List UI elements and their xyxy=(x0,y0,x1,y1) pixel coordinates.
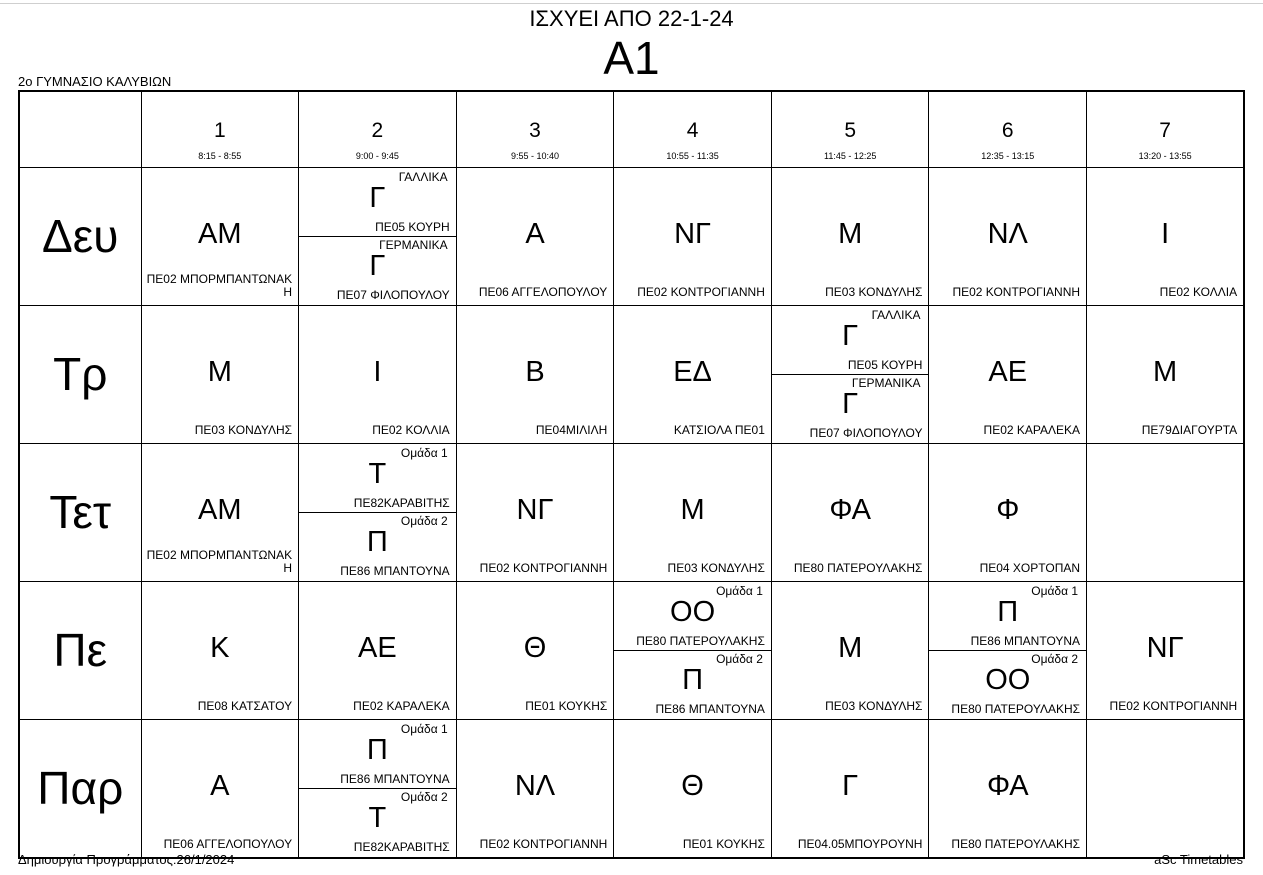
lesson-group-top xyxy=(929,582,1086,651)
lesson-cell xyxy=(1087,443,1245,581)
lesson-cell xyxy=(929,719,1087,858)
teacher-name: ΠΕ82ΚΑΡΑΒΙΤΗΣ xyxy=(353,839,450,854)
period-number: 5 xyxy=(844,119,857,142)
group-label: Ομάδα 1 xyxy=(400,445,448,460)
teacher-name: ΠΕ02 ΚΟΝΤΡΟΓΙΑΝΝΗ xyxy=(952,284,1081,299)
lesson-cell xyxy=(299,719,457,858)
teacher-name: ΠΕ02 ΚΟΛΛΙΑ xyxy=(372,422,450,437)
lesson-cell xyxy=(456,167,614,305)
lesson-cell xyxy=(929,167,1087,305)
subject-code: Π xyxy=(682,663,704,696)
teacher-name: ΠΕ01 ΚΟΥΚΗΣ xyxy=(682,836,765,851)
teacher-name: ΠΕ03 ΚΟΝΔΥΛΗΣ xyxy=(667,560,765,575)
lesson-cell xyxy=(1087,719,1245,858)
teacher-name: ΠΕ86 ΜΠΑΝΤΟΥΝΑ xyxy=(655,701,765,716)
lesson-cell-inner xyxy=(929,168,1086,305)
subject-code: ΑΜ xyxy=(198,217,242,250)
lesson-cell xyxy=(771,167,929,305)
app-brand: aSc Timetables xyxy=(1154,852,1243,867)
subject-code: ΑΕ xyxy=(358,631,397,664)
subject-code: ΑΕ xyxy=(988,355,1028,388)
lesson-group-bottom xyxy=(614,650,771,718)
teacher-name: ΠΕ03 ΚΟΝΔΥΛΗΣ xyxy=(825,698,923,713)
lesson-group-top xyxy=(614,582,771,651)
lesson-group-bottom xyxy=(772,374,929,442)
period-time: 11:45 - 12:25 xyxy=(823,151,877,161)
period-time: 12:35 - 13:15 xyxy=(981,151,1035,161)
lesson-cell xyxy=(614,719,772,858)
subject-code: Β xyxy=(525,355,545,388)
lesson-cell-inner xyxy=(614,306,771,443)
subject-code: Τ xyxy=(368,801,387,834)
lesson-cell-inner xyxy=(1087,168,1243,305)
lesson-group-bottom xyxy=(299,236,456,304)
subject-code: ΕΔ xyxy=(673,355,712,388)
lesson-cell xyxy=(614,443,772,581)
lesson-group-top xyxy=(772,306,929,375)
lesson-cell xyxy=(456,305,614,443)
lesson-cell-inner xyxy=(142,168,299,305)
lesson-cell xyxy=(771,305,929,443)
lesson-cell-inner xyxy=(457,168,614,305)
subject-code: ΟΟ xyxy=(670,595,716,628)
lesson-cell xyxy=(929,581,1087,719)
lesson-cell-inner xyxy=(457,444,614,581)
subject-code: Π xyxy=(366,525,388,558)
subject-code: Θ xyxy=(681,769,704,802)
subject-code: Γ xyxy=(842,769,859,802)
subject-code: Μ xyxy=(1153,355,1178,388)
teacher-name: ΠΕ05 ΚΟΥΡΗ xyxy=(847,357,923,372)
day-label: Πε xyxy=(19,581,141,719)
lesson-group-bottom xyxy=(299,788,456,856)
lesson-cell-inner xyxy=(929,444,1086,581)
timetable-grid xyxy=(18,90,1245,859)
lesson-cell-inner xyxy=(142,720,299,857)
period-time: 9:55 - 10:40 xyxy=(510,151,559,161)
group-label: Ομάδα 2 xyxy=(400,789,448,804)
day-row xyxy=(19,581,1244,719)
lesson-cell-inner xyxy=(142,582,299,719)
lesson-cell xyxy=(929,443,1087,581)
period-header xyxy=(929,91,1087,167)
lesson-cell-inner xyxy=(772,306,929,443)
subject-code: Α xyxy=(525,217,545,250)
day-row xyxy=(19,443,1244,581)
teacher-name: ΠΕ80 ΠΑΤΕΡΟΥΛΑΚΗΣ xyxy=(793,560,923,575)
lesson-cell-inner xyxy=(614,582,771,719)
teacher-name: ΠΕ05 ΚΟΥΡΗ xyxy=(375,219,450,234)
lesson-cell-inner xyxy=(457,582,614,719)
teacher-name: ΠΕ79ΔΙΑΓΟΥΡΤΑ xyxy=(1141,422,1238,437)
validity-heading: ΙΣΧΥΕΙ ΑΠΟ 22-1-24 xyxy=(529,6,734,31)
period-number: 1 xyxy=(213,119,226,142)
group-label: Ομάδα 1 xyxy=(400,721,448,736)
subject-code: Π xyxy=(997,595,1019,628)
subject-code: Μ xyxy=(680,493,705,526)
lesson-cell-inner xyxy=(299,306,456,443)
lesson-cell xyxy=(299,581,457,719)
subject-code: ΦΑ xyxy=(986,769,1029,802)
teacher-name: ΠΕ80 ΠΑΤΕΡΟΥΛΑΚΗΣ xyxy=(951,836,1081,851)
subject-code: Κ xyxy=(210,631,230,664)
lesson-group-top xyxy=(299,168,456,237)
lesson-cell-inner xyxy=(1087,582,1243,719)
teacher-name: ΠΕ04ΜΙΛΙΛΗ xyxy=(535,422,608,437)
lesson-cell-inner xyxy=(1087,444,1243,581)
teacher-name: ΠΕ07 ΦΙΛΟΠΟΥΛΟΥ xyxy=(336,287,450,302)
lesson-cell xyxy=(299,443,457,581)
lesson-cell-inner xyxy=(142,444,299,581)
lesson-group-bottom xyxy=(299,512,456,580)
teacher-name: ΠΕ02 ΚΟΝΤΡΟΓΙΑΝΝΗ xyxy=(479,836,608,851)
lesson-cell-inner xyxy=(772,720,929,857)
lesson-group-top xyxy=(299,720,456,789)
day-label: Τρ xyxy=(19,305,141,443)
school-name: 2ο ΓΥΜΝΑΣΙΟ ΚΑΛΥΒΙΩΝ xyxy=(18,74,172,89)
day-label: Δευ xyxy=(19,167,141,305)
class-title: Α1 xyxy=(603,32,660,84)
lesson-cell-inner xyxy=(929,306,1086,443)
lesson-cell xyxy=(141,167,299,305)
group-label: Ομάδα 2 xyxy=(400,513,448,528)
lesson-cell xyxy=(771,719,929,858)
subject-code: ΦΑ xyxy=(829,493,871,526)
day-row xyxy=(19,167,1244,305)
day-row xyxy=(19,305,1244,443)
subject-code: Μ xyxy=(207,355,232,388)
period-number: 4 xyxy=(686,119,699,142)
period-time: 8:15 - 8:55 xyxy=(198,151,242,161)
lesson-cell xyxy=(141,581,299,719)
teacher-name: ΠΕ01 ΚΟΥΚΗΣ xyxy=(525,698,608,713)
lesson-cell-inner xyxy=(1087,720,1243,857)
period-time: 9:00 - 9:45 xyxy=(355,151,399,161)
teacher-name: ΠΕ02 ΜΠΟΡΜΠΑΝΤΩΝΑΚ Η xyxy=(146,547,293,575)
lesson-group-bottom xyxy=(929,650,1086,718)
group-label: Ομάδα 1 xyxy=(716,583,763,598)
teacher-name: ΠΕ06 ΑΓΓΕΛΟΠΟΥΛΟΥ xyxy=(163,836,293,851)
lesson-group-top xyxy=(299,444,456,513)
period-header-row xyxy=(19,91,1244,167)
group-label: Ομάδα 2 xyxy=(1031,651,1079,666)
subject-code: Γ xyxy=(369,181,386,214)
lesson-cell-inner xyxy=(1087,306,1243,443)
teacher-name: ΠΕ03 ΚΟΝΔΥΛΗΣ xyxy=(194,422,293,437)
subject-code: Γ xyxy=(369,249,386,282)
lesson-cell xyxy=(141,305,299,443)
teacher-name: ΠΕ82ΚΑΡΑΒΙΤΗΣ xyxy=(353,495,450,510)
group-label: Ομάδα 1 xyxy=(1031,583,1079,598)
creation-date: Δημιουργία Προγράμματος:26/1/2024 xyxy=(18,852,235,867)
day-label: Τετ xyxy=(19,443,141,581)
lesson-cell xyxy=(299,167,457,305)
teacher-name: ΠΕ80 ΠΑΤΕΡΟΥΛΑΚΗΣ xyxy=(636,633,765,648)
subject-code: ΝΓ xyxy=(516,493,554,526)
lesson-cell-inner xyxy=(772,444,929,581)
day-row xyxy=(19,719,1244,858)
subject-code: ΝΓ xyxy=(1146,631,1184,664)
lesson-cell xyxy=(141,443,299,581)
lesson-cell-inner xyxy=(299,444,456,581)
teacher-name: ΠΕ07 ΦΙΛΟΠΟΥΛΟΥ xyxy=(809,425,923,440)
subject-code: ΟΟ xyxy=(985,663,1031,696)
lesson-cell xyxy=(456,581,614,719)
teacher-name: ΠΕ04.05ΜΠΟΥΡΟΥΝΗ xyxy=(797,836,923,851)
subject-code: Γ xyxy=(842,319,859,352)
teacher-name: ΠΕ02 ΚΟΛΛΙΑ xyxy=(1159,284,1238,299)
lesson-cell xyxy=(299,305,457,443)
period-header xyxy=(299,91,457,167)
lesson-cell-inner xyxy=(929,720,1086,857)
lesson-cell-inner xyxy=(142,306,299,443)
teacher-name: ΠΕ03 ΚΟΝΔΥΛΗΣ xyxy=(825,284,923,299)
lesson-cell xyxy=(929,305,1087,443)
lesson-cell-inner xyxy=(929,582,1086,719)
teacher-name: ΠΕ02 ΚΑΡΑΛΕΚΑ xyxy=(353,698,450,713)
lesson-cell xyxy=(771,581,929,719)
lesson-cell xyxy=(456,443,614,581)
subject-code: Τ xyxy=(368,457,387,490)
subject-code: ΝΛ xyxy=(987,217,1028,250)
teacher-name: ΠΕ02 ΚΑΡΑΛΕΚΑ xyxy=(983,422,1081,437)
subject-code: Γ xyxy=(842,387,859,420)
lesson-cell-inner xyxy=(772,582,929,719)
period-number: 3 xyxy=(529,119,541,142)
lesson-cell-inner xyxy=(457,720,614,857)
period-header xyxy=(456,91,614,167)
group-label: Ομάδα 2 xyxy=(716,651,763,666)
lesson-cell xyxy=(456,719,614,858)
period-header xyxy=(141,91,299,167)
group-label: ΓΑΛΛΙΚΑ xyxy=(871,307,921,322)
teacher-name: ΠΕ02 ΚΟΝΤΡΟΓΙΑΝΝΗ xyxy=(479,560,608,575)
lesson-cell-inner xyxy=(614,720,771,857)
teacher-name: ΠΕ02 ΜΠΟΡΜΠΑΝΤΩΝΑΚ Η xyxy=(146,271,293,299)
teacher-name: ΠΕ86 ΜΠΑΝΤΟΥΝΑ xyxy=(970,633,1081,648)
period-header xyxy=(1087,91,1245,167)
lesson-cell xyxy=(141,719,299,858)
teacher-name: ΠΕ02 ΚΟΝΤΡΟΓΙΑΝΝΗ xyxy=(637,284,765,299)
lesson-cell-inner xyxy=(772,168,929,305)
period-number: 6 xyxy=(1001,119,1014,142)
page-top-border xyxy=(0,3,1263,4)
group-label: ΓΕΡΜΑΝΙΚΑ xyxy=(379,237,448,252)
period-header xyxy=(771,91,929,167)
lesson-cell-inner xyxy=(299,582,456,719)
subject-code: Ι xyxy=(373,355,382,388)
period-header xyxy=(614,91,772,167)
lesson-cell xyxy=(614,167,772,305)
subject-code: ΝΓ xyxy=(674,217,712,250)
lesson-cell xyxy=(1087,305,1245,443)
subject-code: Ι xyxy=(1161,217,1170,250)
subject-code: Μ xyxy=(838,631,863,664)
lesson-cell-inner xyxy=(614,444,771,581)
period-time: 13:20 - 13:55 xyxy=(1138,151,1192,161)
group-label: ΓΕΡΜΑΝΙΚΑ xyxy=(851,375,921,390)
lesson-cell-inner xyxy=(457,306,614,443)
subject-code: ΑΜ xyxy=(198,493,242,526)
teacher-name: ΚΑΤΣΙΟΛΑ ΠΕ01 xyxy=(673,422,765,437)
subject-code: Α xyxy=(210,769,230,802)
lesson-cell xyxy=(1087,167,1245,305)
lesson-cell-inner xyxy=(299,720,456,857)
period-number: 2 xyxy=(371,119,384,142)
lesson-cell xyxy=(1087,581,1245,719)
teacher-name: ΠΕ06 ΑΓΓΕΛΟΠΟΥΛΟΥ xyxy=(478,284,608,299)
subject-code: Θ xyxy=(523,631,547,664)
lesson-cell-inner xyxy=(299,168,456,305)
teacher-name: ΠΕ80 ΠΑΤΕΡΟΥΛΑΚΗΣ xyxy=(951,701,1081,716)
corner-cell xyxy=(19,91,141,167)
lesson-cell xyxy=(614,581,772,719)
teacher-name: ΠΕ08 ΚΑΤΣΑΤΟΥ xyxy=(197,698,293,713)
subject-code: Π xyxy=(366,733,388,766)
day-label: Παρ xyxy=(19,719,141,858)
lesson-cell-inner xyxy=(614,168,771,305)
period-number: 7 xyxy=(1159,119,1171,142)
subject-code: Φ xyxy=(996,493,1020,526)
teacher-name: ΠΕ04 ΧΟΡΤΟΠΑΝ xyxy=(979,560,1081,575)
lesson-cell xyxy=(771,443,929,581)
teacher-name: ΠΕ86 ΜΠΑΝΤΟΥΝΑ xyxy=(340,771,450,786)
lesson-cell xyxy=(614,305,772,443)
teacher-name: ΠΕ02 ΚΟΝΤΡΟΓΙΑΝΝΗ xyxy=(1109,698,1238,713)
subject-code: Μ xyxy=(838,217,863,250)
subject-code: ΝΛ xyxy=(514,769,556,802)
period-time: 10:55 - 11:35 xyxy=(666,151,719,161)
group-label: ΓΑΛΛΙΚΑ xyxy=(398,169,448,184)
teacher-name: ΠΕ86 ΜΠΑΝΤΟΥΝΑ xyxy=(340,563,450,578)
